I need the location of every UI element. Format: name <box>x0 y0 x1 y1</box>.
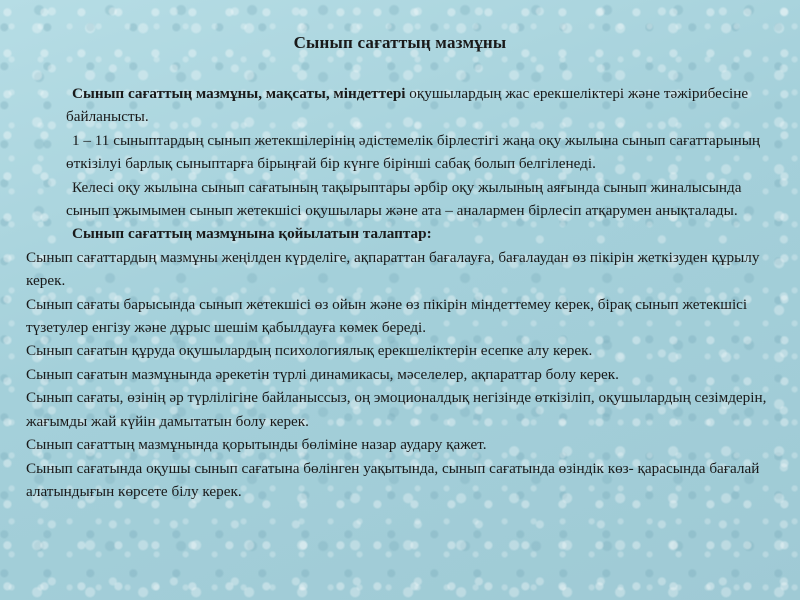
slide-body <box>26 82 780 503</box>
intro-paragraph-2 <box>26 129 780 176</box>
requirement-item: Сынып сағаттың мазмұнында қорытынды бөліміне назар аудару қажет. <box>26 436 487 454</box>
slide-title: Сынып сағаттың мазмұны <box>293 33 507 52</box>
requirement-item: Сынып сағатында оқушы сынып сағатына бөлінген уақытында, сынып сағатында өзіндік көз- қарасында бағалай алатындығын көрсете білу керек. <box>26 459 760 500</box>
intro-bold-lead: Сынып сағаттың мазмұны, мақсаты, міндеттері <box>72 85 406 102</box>
intro-paragraph-1 <box>26 82 780 129</box>
requirements-heading <box>26 222 780 245</box>
intro-text: Келесі оқу жылына сынып сағатының тақырыптары әрбір оқу жылының аяғында сынып жиналысында сынып ұжымымен сынып жетекшісі оқушылары және ата – аналармен бірлесіп атқарумен анықталады. <box>66 178 742 220</box>
requirement-item: Сынып сағаты барысында сынып жетекшісі өз ойын және өз пікірін міндеттемеу керек, бірақ сынып жетекшісі түзетулер енгізу және дұрыс шешім қабылдауға көмек береді. <box>26 295 748 337</box>
intro-text: оқушылардың жас ерекшеліктері және тәжірибесіне байланысты. <box>66 85 749 126</box>
intro-paragraph-3 <box>26 176 780 223</box>
requirement-item: Сынып сағатын мазмұнында әрекетін түрлі динамикасы, мәселелер, ақпараттар болу керек. <box>26 365 619 383</box>
requirements-heading-text: Сынып сағаттың мазмұнына қойылатын талаптар: <box>72 225 432 243</box>
intro-text: 1 – 11 сыныптардың сынып жетекшілерінің әдістемелік бірлестігі жаңа оқу жылына сынып сағаттарының өткізілуі барлық сыныптарға бірыңғай бір күнге бірінші сабақ болып белгіленеді. <box>66 131 761 173</box>
requirement-item: Сынып сағаттардың мазмұны жеңілден күрделіге, ақпараттан бағалауға, бағалаудан өз пікірін жеткізуден құрылу керек. <box>26 248 760 290</box>
requirement-item: Сынып сағаты, өзінің әр түрлілігіне байланыссыз, оң эмоционалдық негізінде өткізіліп, оқушылардың сезімдерін, жағымды жай күйін дамытатын болу керек. <box>26 389 767 430</box>
requirement-item: Сынып сағатын құруда оқушылардың психологиялық ерекшеліктерін есепке алу керек. <box>26 342 593 360</box>
